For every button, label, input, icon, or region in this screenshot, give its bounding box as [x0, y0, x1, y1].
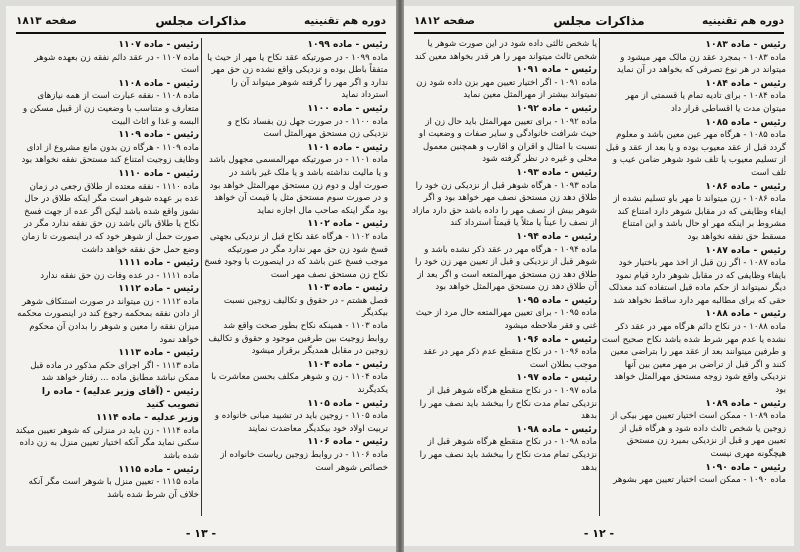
article-text: ماده ۱۱۱۳ - اگر اجرای حکم مذکور در ماده قبل ممکن نباشد مطابق ماده ... رفتار خواهد شد: [30, 360, 199, 384]
text-column-right: [203, 38, 388, 518]
text-column-right: [601, 38, 786, 518]
article-heading: رئیس - ماده ۱۱۱۲: [118, 283, 199, 295]
column-divider: [599, 38, 600, 516]
article-text: ماده ۱۱۰۰ - در صورت جهل زن بفساد نکاح و نزدیکی زن مستحق مهرالمثل است: [227, 116, 388, 140]
article-heading: رئیس - ماده ۱۱۰۱: [307, 141, 388, 153]
article-heading: رئیس - ماده ۱۰۹۵: [516, 294, 597, 306]
article-heading: رئیس - ماده ۱۰۹۶: [516, 333, 597, 345]
article-text: ماده ۱۱۱۱ - در عده وفات زن حق نفقه ندارد: [40, 270, 199, 281]
article-heading: رئیس - ماده ۱۰۸۹: [705, 397, 786, 409]
text-column-left: [14, 38, 199, 518]
article-heading: رئیس - ماده ۱۰۹۳: [516, 166, 597, 178]
article-heading: رئیس - ماده ۱۰۸۷: [705, 244, 786, 256]
article-heading: رئیس - ماده ۱۱۰۵: [307, 397, 388, 409]
page-number: - ۱۳ -: [185, 527, 217, 540]
page-1812: [404, 6, 794, 546]
article-heading: رئیس - ماده ۱۱۱۳: [118, 347, 199, 359]
article-text: ماده ۱۱۰۷ - در عقد دائم نفقه زن بعهده شوهر است: [34, 52, 199, 76]
article-text: ماده ۱۱۰۳ - همینکه نکاح بطور صحت واقع شد روابط زوجیت بین طرفین موجود و حقوق و تکالیف زوجین در مقابل همدیگر برقرار میشود: [208, 321, 388, 357]
page-header: [414, 12, 784, 34]
header-title: مذاکرات مجلس: [155, 14, 247, 28]
article-text: ماده ۱۰۹۲ - برای تعیین مهرالمثل باید حال زن از حیث شرافت خانوادگی و سایر صفات و وضعیت او نسبت با امثال و اقران و اقارب و همچنین معمول محلی و غیره در نظر گرفته شود: [418, 116, 597, 165]
article-text: فصل هشتم - در حقوق و تکالیف زوجین نسبت بیکدیگر: [223, 295, 388, 319]
article-text: ماده ۱۱۰۸ - نفقه عبارت است از همه نیازهای متعارف و متناسب با وضعیت زن از قبیل مسکن و البسه و غذا و اثاث البیت: [23, 91, 199, 127]
article-text: ماده ۱۱۰۲ - هرگاه عقد نکاح قبل از نزدیکی بجهتی فسخ شود زن حق مهر ندارد مگر در صورتیکه موجب فسخ عنن باشد که در اینصورت با وجود فسخ نکاح زن مستحق نصف مهر است: [204, 231, 388, 280]
header-title: مذاکرات مجلس: [553, 14, 645, 28]
book-gutter: [396, 0, 404, 552]
article-text: ماده ۱۰۸۹ - ممکن است اختیار تعیین مهر بیکی از زوجین یا شخص ثالث داده شود و هرگاه قبل از تعیین مهر و قبل از نزدیکی بمیرد زن مستحق هیچگونه مهری نیست: [610, 411, 786, 459]
article-heading: رئیس - ماده ۱۱۰۸: [118, 77, 199, 89]
article-heading: رئیس - ماده ۱۰۹۱: [516, 64, 597, 76]
article-text: یا شخص ثالثی داده شود در این صورت شوهر یا شخص ثالث میتواند مهر را هر قدر بخواهد معین کند: [414, 39, 597, 62]
article-heading: رئیس - ماده ۱۱۰۲: [307, 218, 388, 230]
text-column-left: [412, 38, 597, 518]
article-text: ماده ۱۰۸۸ - در نکاح دائم هرگاه مهر در عقد ذکر نشده یا عدم مهر شرط شده باشد نکاح صحیح است و طرفین میتوانند بعد از عقد مهر را بتراضی معین کنند و اگر قبل از تراضی بر مهر معین بین آنها نزدیکی واقع شود زوجه مستحق مهرالمثل خواهد بود: [601, 322, 786, 396]
article-heading: رئیس - ماده ۱۰۸۳: [705, 39, 786, 50]
article-heading: رئیس - ماده ۱۰۸۸: [705, 308, 786, 320]
article-text: ماده ۱۰۸۵ - هرگاه مهر عین معین باشد و معلوم گردد قبل از عقد معیوب بوده و یا بعد از عقد و قبل از تسلیم معیوب یا تلف شود شوهر ضامن عیب و تلف است: [605, 130, 786, 178]
article-text: ماده ۱۰۸۷ - اگر زن قبل از اخذ مهر باختیار خود بایفاء وظایفی که در مقابل شوهر دارد قیام نمود دیگر نمیتواند از حکم ماده قبل استفاده کند معذلک حقی که برای مطالبه مهر دارد ساقط نخواهد شد: [608, 258, 786, 306]
page-header: [16, 12, 386, 34]
article-text: ماده ۱۰۸۴ - برای تادیه تمام یا قسمتی از مهر میتوان مدت یا اقساطی قرار داد: [625, 91, 786, 114]
header-session: دوره هم تقنینیه: [304, 15, 386, 27]
header-page-label: صفحه ۱۸۱۳: [16, 15, 77, 27]
article-text: ماده ۱۰۹۴ - هرگاه مهر در عقد ذکر نشده باشد و شوهر قبل از نزدیکی و قبل از تعیین مهر زن خود را طلاق دهد زن مستحق مهرالمتعه است و اگر بعد از آن طلاق دهد زن مستحق مهرالمثل خواهد بود: [414, 244, 597, 293]
header-page-label: صفحه ۱۸۱۲: [414, 15, 475, 27]
article-text: ماده ۱۱۰۶ - در روابط زوجین ریاست خانواده از خصائص شوهر است: [220, 450, 388, 473]
article-heading: رئیس - ماده ۱۰۹۸: [516, 423, 597, 435]
article-text: ماده ۱۰۹۹ - در صورتیکه عقد نکاح یا مهر از حیث یا متفقاً باطل بوده و نزدیکی واقع نشده زن حق مهر ندارد و اگر مهر را گرفته شوهر میتواند آن را استرداد نماید: [207, 52, 388, 101]
article-text: ماده ۱۰۸۳ - بمجرد عقد زن مالک مهر میشود و میتواند در هر نوع تصرفی که بخواهد در آن نماید: [616, 52, 786, 76]
article-heading: رئیس - ماده ۱۰۹۹: [307, 39, 388, 50]
article-heading: رئیس - ماده ۱۱۱۱: [118, 257, 199, 269]
article-heading: رئیس - ماده ۱۱۰۴: [307, 358, 388, 370]
article-heading: رئیس - ماده ۱۱۰۷: [118, 39, 199, 50]
article-text: ماده ۱۰۹۷ - در نکاح منقطع هرگاه شوهر قبل از نزدیکی تمام مدت نکاح را ببخشد باید نصف مهر را بدهد: [419, 386, 597, 422]
article-text: ماده ۱۰۹۳ - هرگاه شوهر قبل از نزدیکی زن خود را طلاق دهد زن مستحق نصف مهر خواهد بود و اگر شوهر بیش از نصف مهر را داده باشد حق دارد مازاد از نصف را عیناً یا مثلاً یا قیمتاً استرداد کند: [412, 180, 597, 229]
article-heading: رئیس - ماده ۱۰۹۴: [516, 230, 597, 242]
article-heading: وزیر عدلیه - ماده ۱۱۱۴: [96, 412, 199, 424]
article-text: ماده ۱۱۰۱ - در صورتیکه مهرالمسمی مجهول باشد و یا مالیت نداشته باشد و یا ملک غیر باشد در صورت اول و دوم زن مستحق مهرالمثل خواهد بود و در صورت سوم مستحق مثل یا قیمت آن خواهد بود مگر اینکه صاحب مال اجازه نماید: [208, 155, 388, 216]
article-heading: رئیس - ماده ۱۱۰۳: [307, 282, 388, 294]
article-text: ماده ۱۱۱۴ - زن باید در منزلی که شوهر تعیین میکند سکنی نماید مگر آنکه اختیار تعیین منزل به زن داده شده باشد: [15, 425, 199, 461]
article-heading: رئیس - ماده ۱۱۰۶: [307, 436, 388, 448]
article-text: ماده ۱۰۹۶ - در نکاح منقطع عدم ذکر مهر در عقد موجب بطلان است: [423, 347, 597, 370]
article-heading: رئیس - ماده ۱۱۰۰: [307, 102, 388, 114]
article-heading: رئیس - (آقای وزیر عدلیه) - ماده را تصویب کنید: [41, 386, 199, 410]
article-heading: رئیس - ماده ۱۰۸۶: [705, 180, 786, 192]
article-text: ماده ۱۱۱۲ - زن میتواند در صورت استنکاف شوهر از دادن نفقه بمحکمه رجوع کند در اینصورت محکمه میزان نفقه را معین و شوهر را بدادن آن محکوم خواهد نمود: [17, 296, 199, 345]
column-divider: [201, 38, 202, 516]
article-text: ماده ۱۰۹۵ - برای تعیین مهرالمتعه حال مرد از حیث غنی و فقر ملاحظه میشود: [415, 308, 597, 332]
article-text: ماده ۱۰۹۱ - اگر اختیار تعیین مهر بزن داده شود زن نمیتواند بیشتر از مهرالمثل معین نماید: [416, 77, 597, 101]
article-text: ماده ۱۰۹۸ - در نکاح منقطع هرگاه شوهر قبل از نزدیکی تمام مدت نکاح را ببخشد باید نصف مهر را بدهد: [419, 437, 597, 473]
page-number: - ۱۲ -: [583, 527, 615, 540]
article-text: ماده ۱۱۰۵ - زوجین باید در تشیید مبانی خانواده و تربیت اولاد خود بیکدیگر معاضدت نمایند: [214, 411, 388, 434]
article-text: ماده ۱۱۰۹ - هرگاه زن بدون مانع مشروع از ادای وظایف زوجیت امتناع کند مستحق نفقه نخواهد بود: [21, 142, 199, 166]
page-1813: [6, 6, 396, 546]
article-heading: رئیس - ماده ۱۰۸۴: [705, 77, 786, 89]
article-text: ماده ۱۱۱۵ - تعیین منزل با شوهر است مگر آنکه خلاف آن شرط شده باشد: [28, 477, 199, 500]
article-text: ماده ۱۱۱۰ - نفقه معتده از طلاق رجعی در زمان عده بر عهده شوهر است مگر اینکه طلاق در حال نشوز واقع شده باشد لیکن اگر عده از جهت فسخ نکاح یا طلاق بائن باشد زن حق نفقه ندارد مگر در صورت حمل از شوهر خود که در اینصورت تا زمان وضع حمل حق نفقه خواهد داشت: [21, 181, 199, 255]
article-heading: رئیس - ماده ۱۱۱۵: [118, 463, 199, 475]
article-heading: رئیس - ماده ۱۰۹۲: [516, 102, 597, 114]
article-text: ماده ۱۰۸۶ - زن میتواند تا مهر باو تسلیم نشده از ایفاء وظایفی که در مقابل شوهر دارد امتناع کند مشروط بر اینکه مهر او حال باشد و این امتناع مسقط حق نفقه نخواهد بود: [613, 194, 786, 242]
article-heading: رئیس - ماده ۱۱۰۹: [118, 129, 199, 141]
header-session: دوره هم تقنینیه: [702, 15, 784, 27]
article-heading: رئیس - ماده ۱۰۸۵: [705, 116, 786, 128]
article-heading: رئیس - ماده ۱۰۹۰: [705, 461, 786, 473]
article-text: ماده ۱۱۰۴ - زن و شوهر مکلف بحسن معاشرت با یکدیگرند: [211, 372, 388, 396]
article-text: ماده ۱۰۹۰ - ممکن است اختیار تعیین مهر بشوهر: [613, 475, 786, 486]
article-heading: رئیس - ماده ۱۱۱۰: [118, 167, 199, 179]
article-heading: رئیس - ماده ۱۰۹۷: [516, 372, 597, 384]
